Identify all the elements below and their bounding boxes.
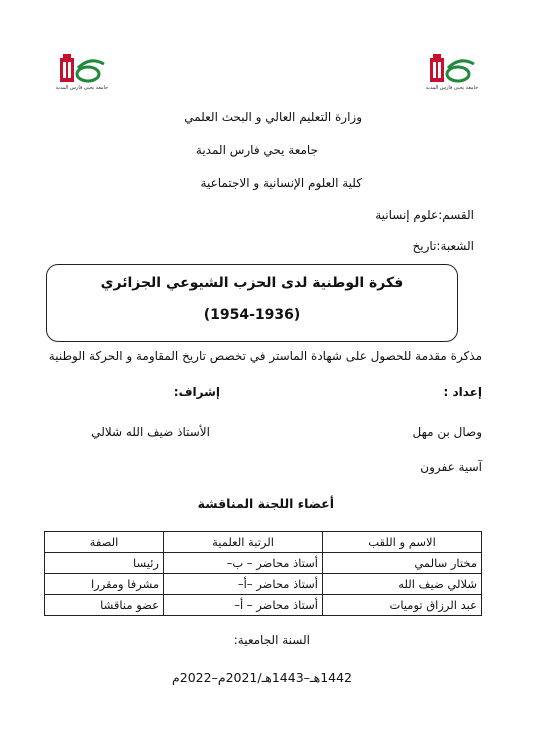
university-emblem-icon — [54, 52, 110, 88]
committee-table — [44, 531, 482, 616]
university-name: جامعة يحي فارس المدية — [195, 143, 318, 157]
university-logo-left — [54, 52, 110, 96]
column-header-name: الاسم و اللقب — [323, 532, 482, 553]
student-name-2: آسية عفرون — [420, 460, 482, 474]
table-header-row — [45, 532, 482, 553]
thesis-years: (1954-1936) — [203, 307, 301, 323]
member-rank: أستاذ محاضر –أ– — [164, 574, 323, 595]
member-rank: أستاذ محاضر – أ– — [164, 595, 323, 616]
table-row — [45, 553, 482, 574]
member-name: عبد الرزاق توميات — [323, 595, 482, 616]
prepared-by-label: إعداد : — [443, 385, 482, 399]
branch-label: الشعبة:تاريخ — [412, 239, 474, 253]
member-role: مشرفا ومقررا — [45, 574, 164, 595]
academic-year-label: السنة الجامعية: — [233, 633, 310, 647]
thesis-title-box — [46, 264, 458, 342]
supervisor-name: الأستاذ ضيف الله شلالي — [91, 425, 210, 439]
member-name: شلالي ضيف الله — [323, 574, 482, 595]
member-role: رئيسا — [45, 553, 164, 574]
committee-heading: أعضاء اللجنة المناقشة — [197, 496, 334, 511]
academic-year-value: 1442هـ–1443هـ/2021م–2022م — [172, 670, 352, 685]
university-logo-right — [424, 52, 480, 96]
thesis-title: فكرة الوطنية لدى الحزب الشيوعي الجزائري — [100, 275, 404, 291]
table-row — [45, 574, 482, 595]
student-name-1: وصال بن مهل — [412, 425, 482, 439]
ministry-name: وزارة التعليم العالي و البحث العلمي — [184, 110, 362, 124]
logo-caption-right: جامعة يحيى فارس المدية — [425, 85, 479, 91]
column-header-role: الصفة — [45, 532, 164, 553]
member-name: مختار سالمي — [323, 553, 482, 574]
department-label: القسم:علوم إنسانية — [375, 208, 474, 222]
table-row — [45, 595, 482, 616]
university-emblem-icon — [424, 52, 480, 88]
faculty-name: كلية العلوم الإنسانية و الاجتماعية — [200, 176, 362, 190]
column-header-rank: الرتبة العلمية — [164, 532, 323, 553]
thesis-subtitle: مذكرة مقدمة للحصول على شهادة الماستر في تخصص تاريخ المقاومة و الحركة الوطنية — [48, 349, 482, 363]
member-rank: أستاذ محاضر – ب– — [164, 553, 323, 574]
member-role: عضو مناقشا — [45, 595, 164, 616]
supervision-label: إشراف: — [173, 385, 220, 399]
logo-caption-left: جامعة يحيى فارس المدية — [55, 85, 109, 91]
